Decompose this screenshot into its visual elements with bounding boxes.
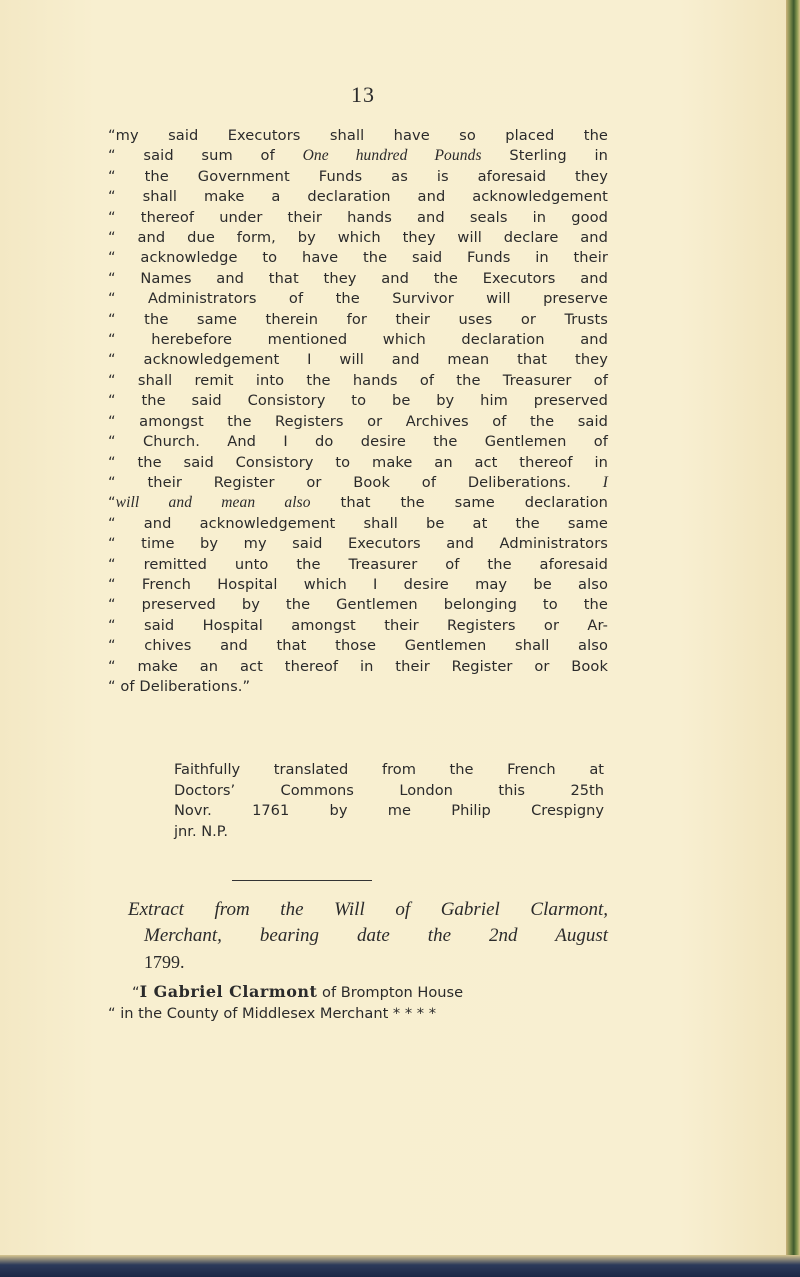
text-line: “ French Hospital which I desire may be also [108, 575, 608, 593]
text-line: “ acknowledge to have the said Funds in their [108, 249, 608, 267]
will-translation-text [108, 126, 608, 697]
text-line: “ said Hospital amongst their Registers or Ar- [108, 616, 608, 634]
extract-line: “ in the County of Middlesex Merchant * * * * [108, 1005, 437, 1022]
text-line: “ their Register or Book of Deliberations. I [108, 473, 608, 491]
attestation-line: Doctors’ Commons London this 25th [174, 781, 604, 799]
text-line: “ said sum of One hundred Pounds Sterling in [108, 147, 608, 165]
text-line: “ and due form, by which they will declare and [108, 229, 608, 247]
text-line: “ the said Consistory to make an act thereof in [108, 453, 608, 471]
text-line: “ remitted unto the Treasurer of the aforesaid [108, 555, 608, 573]
attestation-line: Novr. 1761 by me Philip Crespigny [174, 802, 604, 820]
heading-line: Merchant, bearing date the 2nd August [144, 925, 608, 946]
text-line: “ preserved by the Gentlemen belonging to the [108, 596, 608, 614]
text-line: “ Names and that they and the Executors and [108, 269, 608, 287]
attestation-line: Faithfully translated from the French at [174, 761, 604, 778]
italic-word: I [602, 473, 608, 491]
text-line: “ make an act thereof in their Register or Book [108, 657, 608, 675]
text-line: “ Church. And I do desire the Gentlemen of [108, 433, 608, 451]
text-line: “ time by my said Executors and Administrators [108, 535, 608, 553]
extract-text [108, 981, 608, 1024]
testator-name: I Gabriel Clarmont [139, 982, 318, 1001]
text-line: “ shall make a declaration and acknowledgement [108, 188, 608, 206]
italic-phrase: One hundred Pounds [302, 147, 482, 165]
page-bottom-edge [0, 1255, 800, 1277]
extract-heading [128, 897, 608, 975]
section-divider [232, 880, 372, 881]
heading-line: Extract from the Will of Gabriel Clarmont, [128, 899, 608, 920]
text-line: “ herebefore mentioned which declaration and [108, 331, 608, 349]
text-line: “ amongst the Registers or Archives of the said [108, 412, 608, 430]
text-line: “my said Executors shall have so placed the [108, 127, 608, 144]
page-number: 13 [351, 82, 375, 107]
text-line: “ shall remit into the hands of the Treasurer of [108, 371, 608, 389]
text-line: “ acknowledgement I will and mean that they [108, 351, 608, 369]
text-line: “ Administrators of the Survivor will preserve [108, 290, 608, 308]
heading-line: 1799. [144, 952, 185, 972]
text-line: “will and mean also that the same declaration [108, 494, 608, 512]
attestation-line: jnr. N.P. [174, 822, 228, 840]
text-line: “ thereof under their hands and seals in good [108, 208, 608, 226]
italic-phrase: will and mean also [115, 494, 311, 512]
text-line: “ and acknowledgement shall be at the same [108, 514, 608, 532]
text-line: “ the said Consistory to be by him preserved [108, 392, 608, 410]
text-line: “ chives and that those Gentlemen shall also [108, 637, 608, 655]
translator-attestation [174, 760, 604, 842]
text-line: “ the Government Funds as is aforesaid they [108, 167, 608, 185]
text-line: “ the same therein for their uses or Trusts [108, 310, 608, 328]
text-line: “ of Deliberations.” [108, 677, 251, 695]
book-spine [786, 0, 800, 1277]
extract-line: “I Gabriel Clarmont of Brompton House [132, 982, 464, 1001]
